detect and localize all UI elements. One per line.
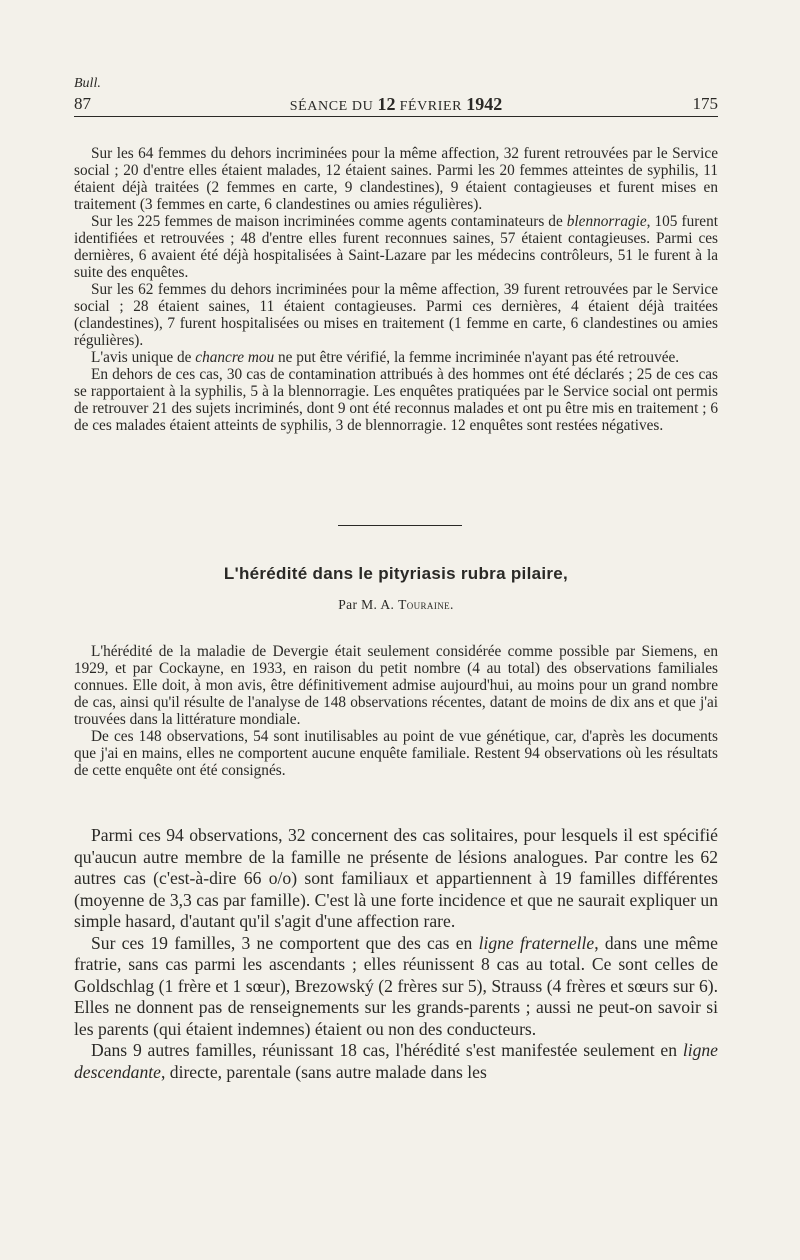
session-title-month: FÉVRIER: [399, 99, 463, 114]
article-byline: Par M. A. Touraine.: [338, 597, 454, 612]
paragraph: Dans 9 autres familles, réunissant 18 cas, l'hérédité s'est manifestée seulement en ligne descendante, directe, parentale (sans autre malade dans les: [74, 1040, 718, 1082]
session-title-year: 1942: [466, 94, 503, 114]
running-header: [74, 92, 718, 117]
paragraph: Sur les 64 femmes du dehors incriminées pour la même affection, 32 furent retrouvées par le Service social ; 20 d'entre elles étaient malades, 12 étaient saines. Parmi les 20 femmes atteintes de syphilis, 11 étaient déjà traitées (2 femmes en carte, 9 clandestines), 9 étaient contagieuses et furent mises en traitement (3 femmes en carte, 6 clandestines ou amies régulières).: [74, 145, 718, 213]
paragraph: De ces 148 observations, 54 sont inutilisables au point de vue génétique, car, d'après les documents que j'ai en mains, elles ne comportent aucune enquête familiale. Restent 94 observations où les résultats de cette enquête ont été consignés.: [74, 728, 718, 779]
paragraph: Sur les 62 femmes du dehors incriminées pour la même affection, 39 furent retrouvées par le Service social ; 28 étaient saines, 11 étaient contagieuses. Parmi ces dernières, 4 étaient déjà traitées (clandestines), 7 furent hospitalisées ou mises en traitement (1 femme en carte, 6 clandestines ou amies régulières).: [74, 281, 718, 349]
paragraph: Sur ces 19 familles, 3 ne comportent que des cas en ligne fraternelle, dans une même fratrie, sans cas parmi les ascendants ; elles réunissent 8 cas au total. Ce sont celles de Goldschlag (1 frère et 1 sœur), Brezowský (2 frères sur 5), Strauss (4 frères et sœurs sur 6). Elles ne donnent pas de renseignements sur les grands-parents ; aussi ne peut-on savoir si les parents (qui étaient indemnes) étaient ou non des conducteurs.: [74, 932, 718, 1039]
paragraph: L'avis unique de chancre mou ne put être vérifié, la femme incriminée n'ayant pas été retrouvée.: [91, 349, 680, 366]
section-contamination-report: [74, 145, 718, 434]
section-analysis: [74, 825, 718, 1083]
page-number-left: 87: [74, 94, 91, 113]
journal-abbrev: Bull.: [74, 76, 101, 91]
author-name: Touraine.: [398, 597, 454, 612]
session-title-day: 12: [377, 94, 396, 114]
session-title-prefix: SÉANCE DU: [289, 99, 374, 114]
page-number-right: 175: [692, 94, 718, 113]
article-title: L'hérédité dans le pityriasis rubra pilaire,: [223, 564, 569, 583]
session-title: [74, 94, 718, 115]
paragraph: En dehors de ces cas, 30 cas de contamination attribués à des hommes ont été déclarés ; 25 de ces cas se rapportaient à la syphilis, 5 à la blennorragie. Les enquêtes pratiquées par le Service social ont permis de retrouver 21 des sujets incriminés, dont 9 ont été reconnus malades et ont pu être mis en traitement ; 6 de ces malades étaient atteints de syphilis, 3 de blennorragie. 12 enquêtes sont restées négatives.: [74, 366, 718, 434]
section-divider: [338, 525, 462, 526]
paragraph: Parmi ces 94 observations, 32 concernent des cas solitaires, pour lesquels il est spécifié qu'aucun autre membre de la famille ne présente de lésions analogues. Par contre les 62 autres cas (c'est-à-dire 66 o/o) sont familiaux et appartiennent à 19 familles différentes (moyenne de 3,3 cas par famille). C'est là une forte incidence et que ne saurait expliquer un simple hasard, d'autant qu'il s'agit d'une affection rare.: [74, 825, 718, 931]
section-introduction: [74, 643, 718, 779]
paragraph: L'hérédité de la maladie de Devergie était seulement considérée comme possible par Siemens, en 1929, et par Cockayne, en 1933, en raison du petit nombre (4 au total) des observations familiales connues. Elle doit, à mon avis, être définitivement admise aujourd'hui, au moins pour un grand nombre de cas, ainsi qu'il résulte de l'analyse de 148 observations récentes, datant de moins de dix ans et que j'ai trouvées dans la littérature mondiale.: [74, 643, 718, 728]
paragraph: Sur les 225 femmes de maison incriminées comme agents contaminateurs de blennorragie, 105 furent identifiées et retrouvées ; 48 d'entre elles furent reconnues saines, 57 étaient contagieuses. Parmi ces dernières, 6 avaient été déjà hospitalisées à Saint-Lazare par les médecins contrôleurs, 51 le furent à la suite des enquêtes.: [74, 213, 718, 281]
